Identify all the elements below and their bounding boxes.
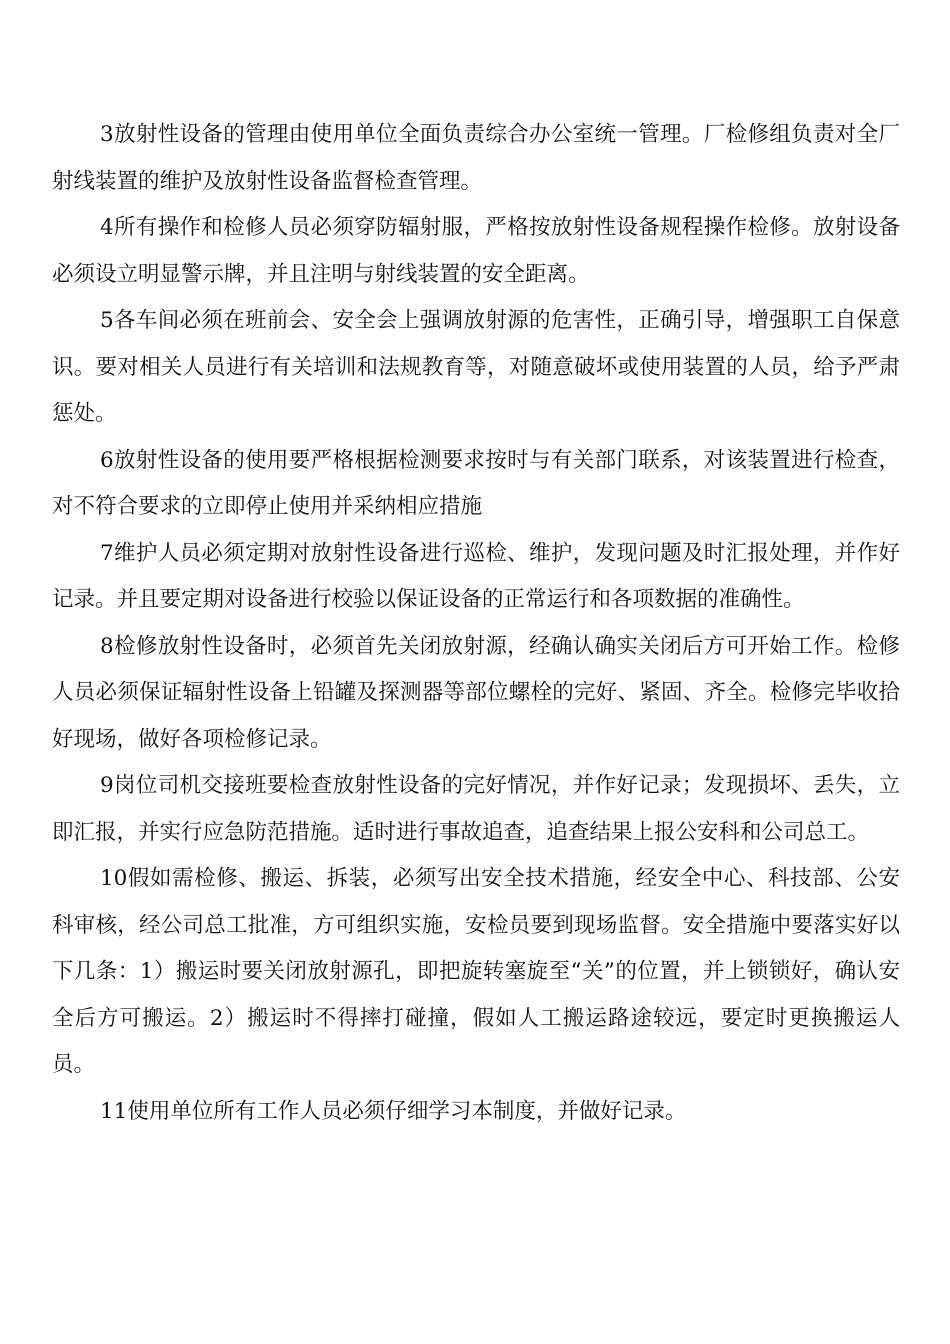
paragraph-10: 10假如需检修、搬运、拆装，必须写出安全技术措施，经安全中心、科技部、公安科审核，经公司总工批准，方可组织实施，安检员要到现场监督。安全措施中要落实好以下几条：1）搬运时要关闭放射源孔，即把旋转塞旋至“关”的位置，并上锁锁好，确认安全后方可搬运。2）搬运时不得摔打碰撞，假如人工搬运路途较远，要定时更换搬运人员。	[52, 866, 900, 1077]
paragraph-9: 9岗位司机交接班要检查放射性设备的完好情况，并作好记录；发现损坏、丢失，立即汇报，并实行应急防范措施。适时进行事故追查，追查结果上报公安科和公司总工。	[52, 773, 900, 845]
paragraph-3: 3放射性设备的管理由使用单位全面负责综合办公室统一管理。厂检修组负责对全厂射线装置的维护及放射性设备监督检查管理。	[52, 122, 900, 194]
document-body	[52, 112, 900, 1135]
paragraph-5: 5各车间必须在班前会、安全会上强调放射源的危害性，正确引导，增强职工自保意识。要对相关人员进行有关培训和法规教育等，对随意破坏或使用装置的人员，给予严肃惩处。	[52, 308, 900, 426]
paragraph-6: 6放射性设备的使用要严格根据检测要求按时与有关部门联系，对该装置进行检查，对不符合要求的立即停止使用并采纳相应措施	[52, 447, 900, 519]
paragraph-8: 8检修放射性设备时，必须首先关闭放射源，经确认确实关闭后方可开始工作。检修人员必须保证辐射性设备上铅罐及探测器等部位螺栓的完好、紧固、齐全。检修完毕收拾好现场，做好各项检修记录。	[52, 633, 900, 752]
paragraph-4: 4所有操作和检修人员必须穿防辐射服，严格按放射性设备规程操作检修。放射设备必须设立明显警示牌，并且注明与射线装置的安全距离。	[52, 215, 900, 287]
paragraph-11: 11使用单位所有工作人员必须仔细学习本制度，并做好记录。	[100, 1098, 687, 1124]
paragraph-7: 7维护人员必须定期对放射性设备进行巡检、维护，发现问题及时汇报处理，并作好记录。并且要定期对设备进行校验以保证设备的正常运行和各项数据的准确性。	[52, 540, 900, 612]
